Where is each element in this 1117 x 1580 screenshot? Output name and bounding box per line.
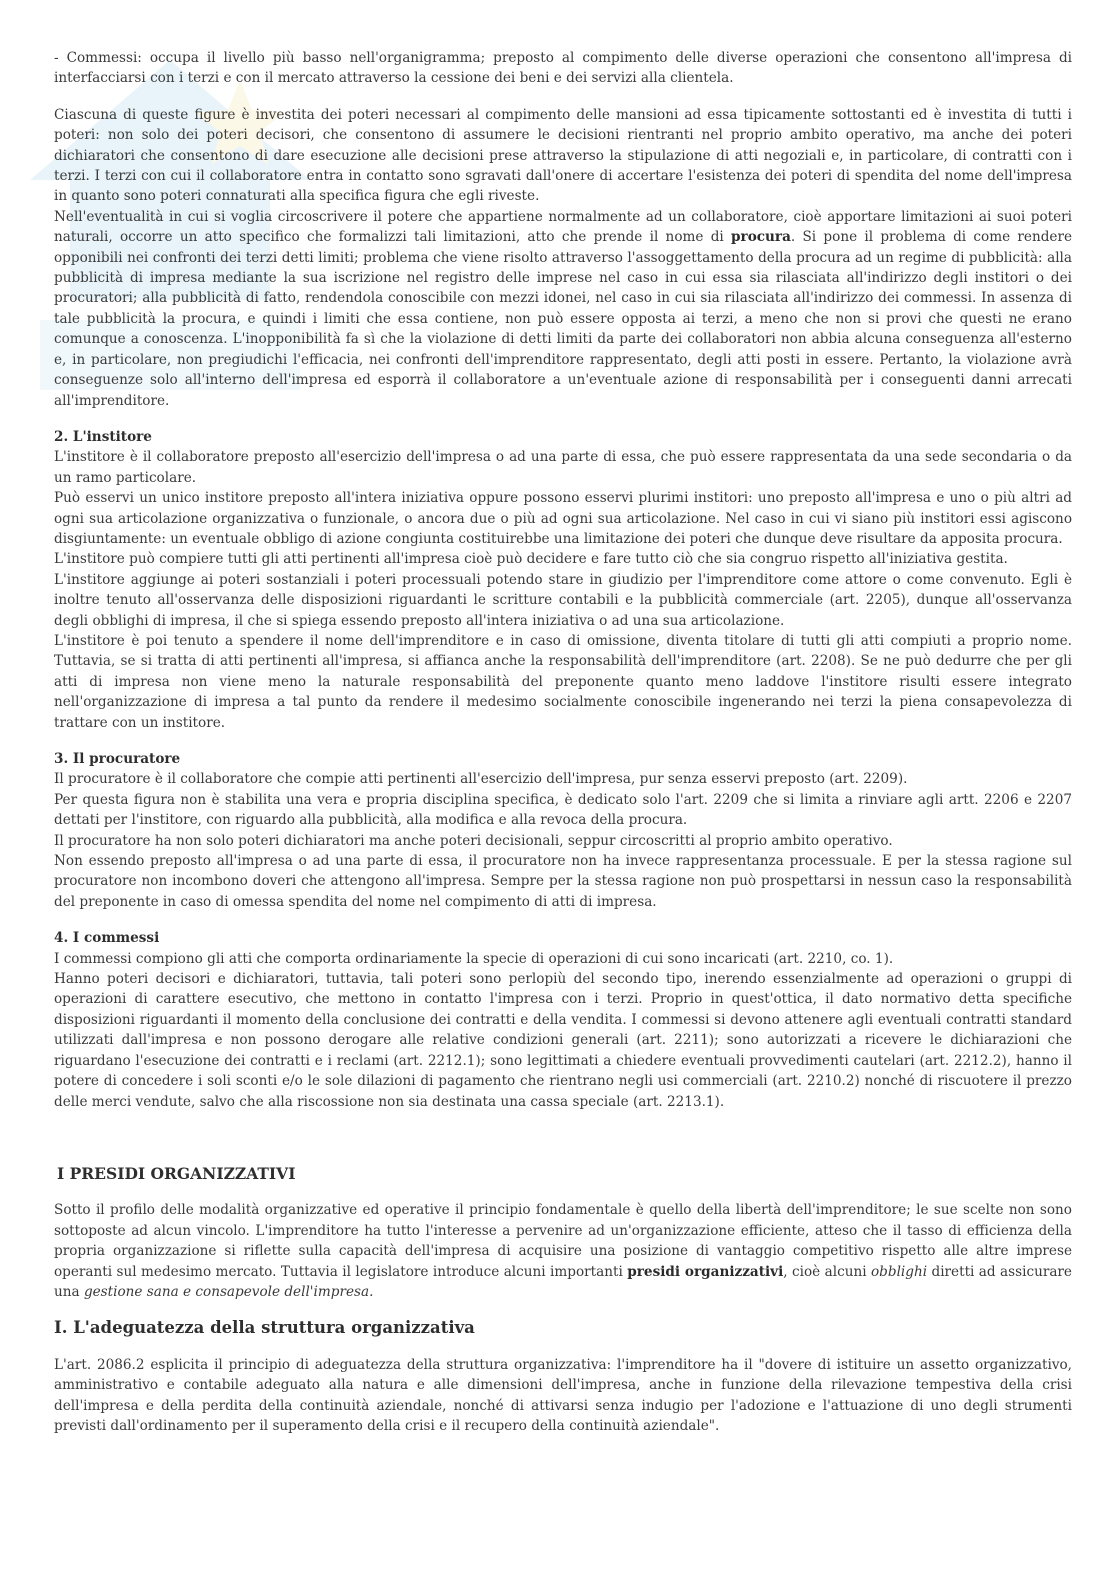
- institore-paragraph-2: Può esservi un unico institore preposto all'intera iniziativa oppure possono esservi plurimi institori: uno preposto all'impresa e uno o più altri ad ogni sua articolazione organizzativa o funzionale, o ancora due o più ad ogni sua articolazione. Nel caso in cui vi siano più institori essi agiscono disgiuntamente: un eventuale obbligo di azione congiunta costituirebbe una limitazione dei poteri che dunque deve risultare da apposita procura.: [54, 490, 1072, 547]
- commessi-paragraph-2: Hanno poteri decisori e dichiaratori, tuttavia, tali poteri sono perlopiù del secondo tipo, inerendo essenzialmente ad operazioni o gruppi di operazioni di carattere esecutivo, che mettono in contatto l'impresa con i terzi. Proprio in quest'ottica, il dato normativo detta specifiche disposizioni riguardanti il momento della conclusione dei contratti e della vendita. I commessi si devono attenere agli eventuali contratti standard utilizzati dall'impresa e non possono derogare alle relative condizioni generali (art. 2211); sono autorizzati a ricevere le dichiarazioni che riguardano l'esecuzione dei contratti e i reclami (art. 2212.1); sono legittimati a chiedere eventuali provvedimenti cautelari (art. 2212.2), hanno il potere di concedere i soli sconti e/o le sole dilazioni di pagamento che rientrano negli usi commerciali (art. 2210.2) nonché di riscuotere il prezzo delle merci vendute, salvo che alla riscossione non sia destinata una cassa speciale (art. 2213.1).: [54, 971, 1072, 1110]
- heading-presidi-organizzativi: I PRESIDI ORGANIZZATIVI: [57, 1163, 296, 1183]
- term-presidi-organizzativi: presidi organizzativi: [627, 1263, 784, 1280]
- term-obblighi: obblighi: [870, 1263, 928, 1280]
- procuratore-paragraph-4: Non essendo preposto all'impresa o ad una parte di essa, il procuratore non ha invece rappresentanza processuale. E per la stessa ragione sul procuratore non incombono doveri che attengono all'impresa. Sempre per la stessa ragione non può prospettarsi in nessun caso la responsabilità del preponente in caso di omessa spendita del nome nel compimento di atti di impresa.: [54, 853, 1072, 910]
- institore-paragraph-4: L'institore aggiunge ai poteri sostanziali i poteri processuali potendo stare in giudizio per l'imprenditore come attore o come convenuto. Egli è inoltre tenuto all'osservanza delle disposizioni riguardanti le scritture contabili e la pubblicità commerciale (art. 2205), dunque all'osservanza degli obblighi di impresa, il che si spiega essendo preposto all'intera iniziativa o ad una sua articolazione.: [54, 571, 1072, 629]
- heading-procuratore: 3. Il procuratore: [54, 751, 181, 767]
- commessi-intro-line: - Commessi: occupa il livello più basso nell'organigramma; preposto al compimento delle diverse operazioni che consentono all'impresa di interfacciarsi con i terzi e con il mercato attraverso la cessione dei beni e dei servizi alla clientela.: [54, 50, 1072, 87]
- paragraph-poteri: Ciascuna di queste figure è investita dei poteri necessari al compimento delle mansioni ad essa tipicamente sottostanti ed è investita di tutti i poteri: non solo dei poteri decisori, che consentono di assumere le decisioni rientranti nel proprio ambito operativo, ma anche dei poteri dichiaratori che consentono di dare esecuzione alle decisioni prese attraverso la stipulazione di atti negoziali e, in particolare, di contratti con i terzi. I terzi con cui il collaboratore entra in contatto sono sgravati dall'onere di accertare l'esistenza dei poteri di spendita del nome dell'impresa in quanto sono poteri connaturati alla specifica figura che egli riveste.: [54, 106, 1072, 205]
- adeguatezza-paragraph: L'art. 2086.2 esplicita il principio di adeguatezza della struttura organizzativa: l'imprenditore ha il "dovere di istituire un assetto organizzativo, amministrativo e contabile adeguato alla natura e alle dimensioni dell'impresa, anche in funzione della rilevazione tempestiva della crisi dell'impresa e della perdita della continuità aziendale, nonché di attivarsi senza indugio per l'adozione e l'attuazione di uno degli strumenti previsti dall'ordinamento per il superamento della crisi e il recupero della continuità aziendale".: [54, 1356, 1072, 1434]
- procuratore-paragraph-2: Per questa figura non è stabilita una vera e propria disciplina specifica, è dedicato solo l'art. 2209 che si limita a rinviare agli artt. 2206 e 2207 dettati per l'institore, con riguardo alla pubblicità, alla modifica e alla revoca della procura.: [54, 791, 1072, 829]
- institore-paragraph-5: L'institore è poi tenuto a spendere il nome dell'imprenditore e in caso di omissione, diventa titolare di tutti gli atti compiuti a proprio nome. Tuttavia, se si tratta di atti pertinenti all'impresa, si affianca anche la responsabilità dell'imprenditore (art. 2208). Se ne può dedurre che per gli atti di impresa non viene meno la naturale responsabilità del preponente quanto meno laddove l'institore risulti essere integrato nell'organizzazione di impresa a tal punto da rendere il medesimo socialmente conoscibile ingenerando nei terzi la piena consapevolezza di trattare con un institore.: [54, 632, 1072, 731]
- commessi-paragraph-1: I commessi compiono gli atti che comporta ordinariamente la specie di operazioni di cui sono incaricati (art. 2210, co. 1).: [54, 950, 894, 967]
- term-procura: procura: [731, 229, 791, 246]
- heading-commessi: 4. I commessi: [54, 930, 160, 947]
- paragraph-procura: Nell'eventualità in cui si voglia circoscrivere il potere che appartiene normalmente ad un collaboratore, cioè apportare limitazioni ai suoi poteri naturali, occorre un atto specifico che formalizzi tali limitazioni, atto che prende il nome di procura. Si pone il problema di come rendere opponibili nei confronti dei terzi detti limiti; problema che viene risolto attraverso l'assoggettamento della procura ad un regime di pubblicità: alla pubblicità di impresa mediante la sua iscrizione nel registro delle imprese nel caso in cui essa sia rilasciata all'indirizzo degli institori o dei procuratori; alla pubblicità di fatto, rendendola conoscibile con mezzi idonei, nel caso in cui sia rilasciata all'indirizzo dei commessi. In assenza di tale pubblicità la procura, e quindi i limiti che essa contiene, non può essere opposta ai terzi, a meno che non si provi che questi ne erano comunque a conoscenza. L'inopponibilità fa sì che la violazione di detti limiti da parte dei collaboratori non abbia alcuna conseguenza all'esterno e, in particolare, non pregiudichi l'efficacia, nei confronti dell'imprenditore rappresentato, degli atti posti in essere. Pertanto, la violazione avrà conseguenze solo all'interno dell'impresa ed esporrà il collaboratore a un'eventuale azione di responsabilità per i conseguenti danni arrecati all'imprenditore.: [54, 208, 1073, 409]
- procuratore-paragraph-1: Il procuratore è il collaboratore che compie atti pertinenti all'esercizio dell'impresa, pur senza esservi preposto (art. 2209).: [54, 771, 908, 788]
- procuratore-paragraph-3: Il procuratore ha non solo poteri dichiaratori ma anche poteri decisionali, seppur circoscritti al proprio ambito operativo.: [54, 832, 893, 849]
- heading-institore: 2. L'institore: [54, 428, 152, 445]
- term-gestione-sana: gestione sana e consapevole dell'impresa.: [83, 1283, 374, 1300]
- document-page: [54, 48, 1072, 1436]
- institore-paragraph-1: L'institore è il collaboratore preposto all'esercizio dell'impresa o ad una parte di essa, che può essere rappresentata da una sede secondaria o da un ramo particolare.: [54, 449, 1072, 486]
- presidi-paragraph: Sotto il profilo delle modalità organizzative ed operative il principio fondamentale è quello della libertà dell'imprenditore; le sue scelte non sono sottoposte ad alcun vincolo. L'imprenditore ha tutto l'interesse a pervenire ad un'organizzazione efficiente, atteso che il tasso di efficienza della propria organizzazione si riflette sulla capacità dell'impresa di acquisire una posizione di vantaggio competitivo rispetto alle altre imprese operanti sul medesimo mercato. Tuttavia il legislatore introduce alcuni importanti presidi organizzativi, cioè alcuni obblighi diretti ad assicurare una gestione sana e consapevole dell'impresa.: [54, 1202, 1072, 1300]
- heading-adeguatezza: I. L'adeguatezza della struttura organizzativa: [54, 1318, 475, 1338]
- institore-paragraph-3: L'institore può compiere tutti gli atti pertinenti all'impresa cioè può decidere e fare tutto ciò che sia congruo rispetto all'iniziativa gestita.: [54, 551, 1008, 568]
